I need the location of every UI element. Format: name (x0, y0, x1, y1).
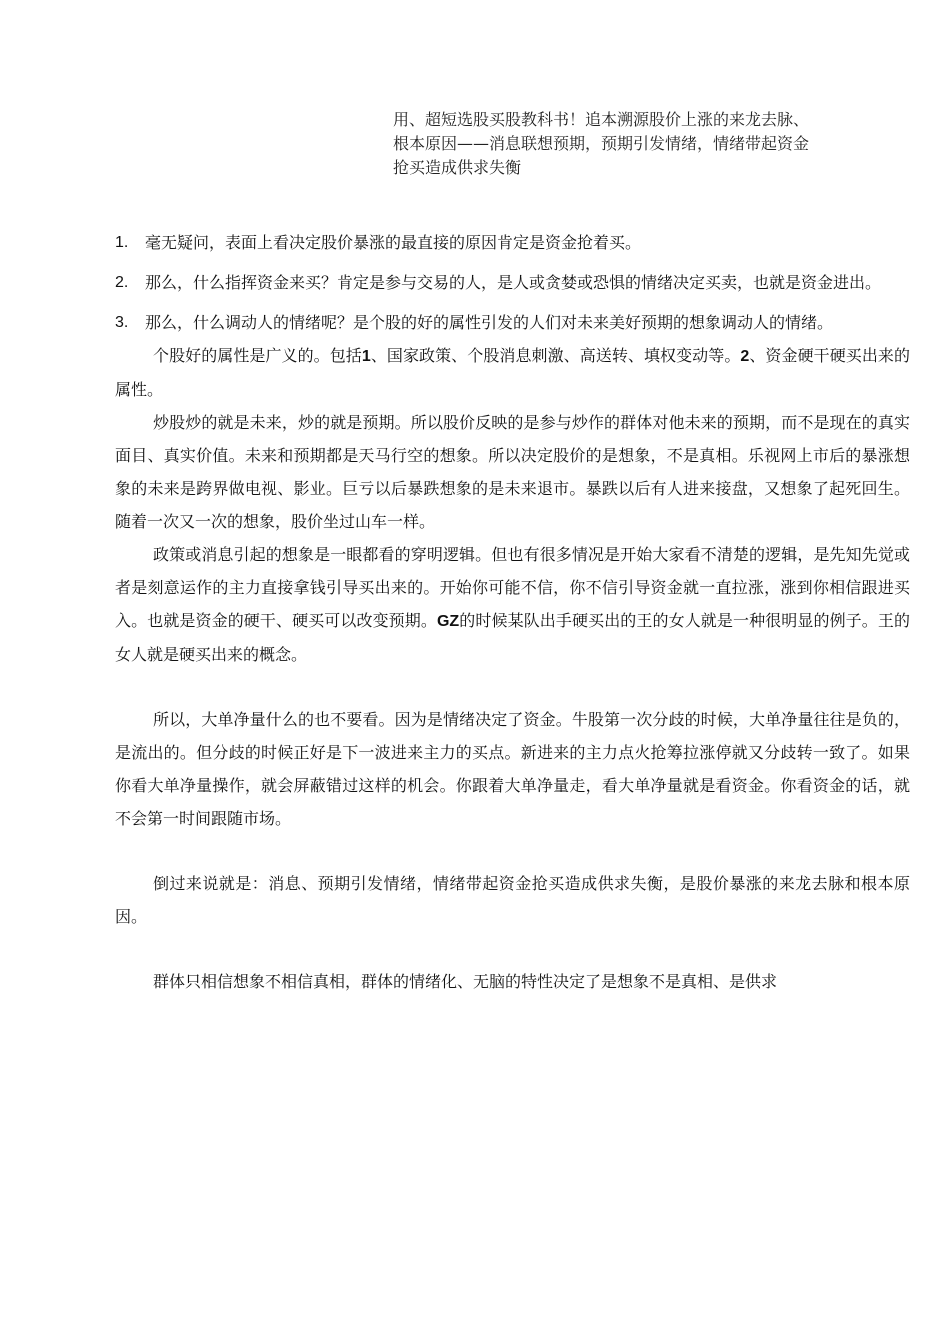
blank-line (115, 933, 910, 965)
text-run: 个股好的属性是广义的。包括 (153, 346, 362, 365)
list-text: 那么，什么指挥资金来买？肯定是参与交易的人，是人或贪婪或恐惧的情绪决定买卖，也就是资金进出。 (145, 273, 882, 292)
list-item (115, 306, 910, 339)
list-number: 2. (115, 274, 129, 291)
header-line-3: 抢买造成供求失衡 (393, 158, 522, 177)
text-run: 的时候某队出手硬买出的王的女人就是一种很明显的例子。王的女人就是硬买出来的概念。 (115, 611, 910, 664)
paragraph-conclusion: 倒过来说就是：消息、预期引发情绪，情绪带起资金抢买造成供求失衡，是股价暴涨的来龙去脉和根本原因。 (115, 874, 910, 926)
list-item (115, 226, 910, 259)
header-line-1: 用、超短选股买股教科书！追本溯源股价上涨的来龙去脉、 (393, 110, 810, 129)
list-number: 3. (115, 314, 129, 331)
header-line-2: 根本原因——消息联想预期，预期引发情绪，情绪带起资金 (393, 134, 810, 153)
text-run: 、资金硬干硬买出来的属性。 (115, 346, 910, 399)
text-run: 政策或消息引起的想象是一眼都看的穿明逻辑。但也有很多情况是开始大家看不清楚的逻辑，是先知先觉或者是刻意运作的主力直接拿钱引导买出来的。开始你可能不信，你不信引导资金就一直拉涨，涨到你相信跟进买入。也就是资金的硬干、硬买可以改变预期。 (115, 545, 910, 630)
latin-run: GZ (436, 613, 460, 630)
paragraph-future-expectation: 炒股炒的就是未来，炒的就是预期。所以股价反映的是参与炒作的群体对他未来的预期，而不是现在的真实面目、真实价值。未来和预期都是天马行空的想象。所以决定股价的是想象，不是真相。乐视网上市后的暴涨想象的未来是跨界做电视、影业。巨亏以后暴跌想象的是未来退市。暴跌以后有人进来接盘，又想象了起死回生。随着一次又一次的想象，股价坐过山车一样。 (115, 413, 910, 531)
list-text: 那么，什么调动人的情绪呢？是个股的好的属性引发的人们对未来美好预期的想象调动人的情绪。 (145, 313, 834, 332)
document-body (115, 226, 910, 998)
paragraph-big-order: 所以，大单净量什么的也不要看。因为是情绪决定了资金。牛股第一次分歧的时候，大单净量往往是负的，是流出的。但分歧的时候正好是下一波进来主力的买点。新进来的主力点火抢筹拉涨停就又分歧转一致了。如果你看大单净量操作，就会屏蔽错过这样的机会。你跟着大单净量走，看大单净量就是看资金。你看资金的话，就不会第一时间跟随市场。 (115, 710, 910, 828)
paragraph-policy-logic (115, 538, 910, 671)
number-run: 2 (740, 348, 750, 365)
number-run: 1 (361, 348, 371, 365)
blank-line (115, 671, 910, 703)
text-run: 、国家政策、个股消息刺激、高送转、填权变动等。 (370, 346, 741, 365)
list-text: 毫无疑问，表面上看决定股价暴涨的最直接的原因肯定是资金抢着买。 (145, 233, 642, 252)
paragraph-stock-attributes (115, 339, 910, 406)
header-title-block (393, 108, 918, 180)
blank-line (115, 835, 910, 867)
paragraph-crowd: 群体只相信想象不相信真相，群体的情绪化、无脑的特性决定了是想象不是真相、是供求 (153, 972, 778, 991)
list-item (115, 266, 910, 299)
list-number: 1. (115, 234, 129, 251)
